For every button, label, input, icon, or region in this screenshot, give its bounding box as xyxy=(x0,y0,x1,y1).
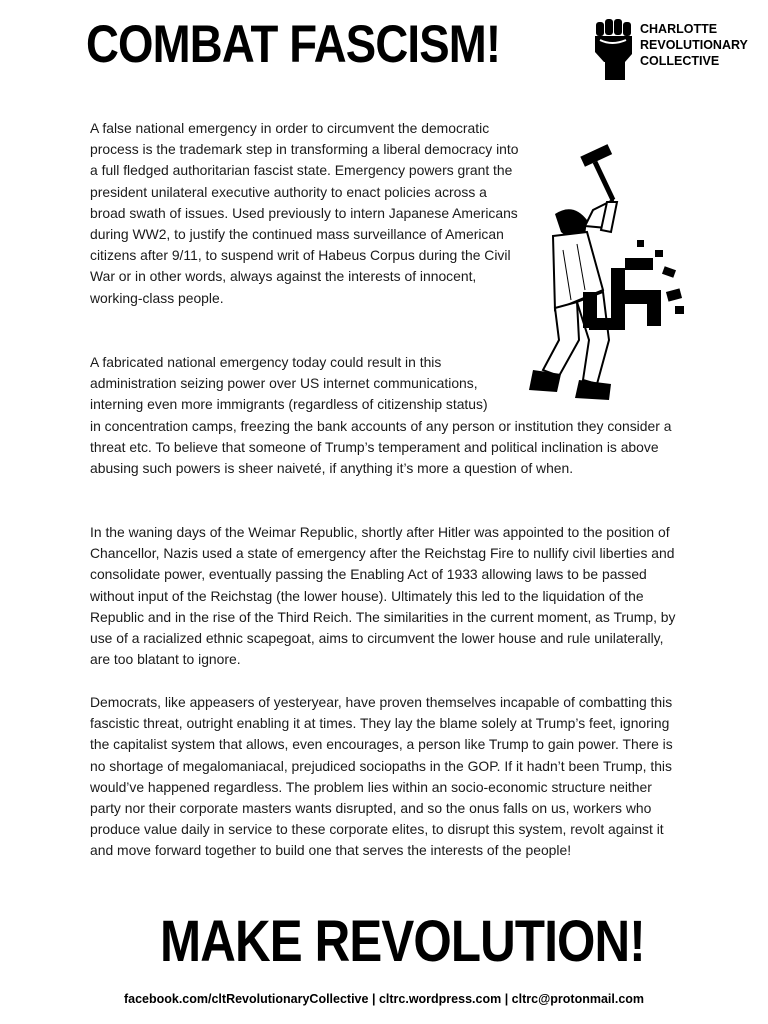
raised-fist-icon xyxy=(592,16,636,80)
paragraph-3: In the waning days of the Weimar Republic, shortly after Hitler was appointed to the position of Chancellor, Nazis used a state of emergency after the Reichstag Fire to nullify civil liberties and consolidate power, eventually passing the Enabling Act of 1933 allowing laws to be passed without input of the Reichstag (the lower house). Ultimately this led to the liquidation of the Republic and in the rise of the Third Reich. The similarities in the current moment, as Trump, by use of a racialized ethnic scapegoat, aims to circumvent the lower house and rule unilaterally, are too blatant to ignore. xyxy=(90,524,676,668)
closing-slogan: MAKE REVOLUTION! xyxy=(160,909,645,974)
footer-separator: | xyxy=(371,992,376,1006)
logo-line-2: REVOLUTIONARY xyxy=(640,38,748,52)
wordpress-link[interactable]: cltrc.wordpress.com xyxy=(378,992,502,1006)
facebook-link[interactable]: facebook.com/cltRevolutionaryCollective xyxy=(123,992,369,1006)
paragraph-1: A false national emergency in order to circumvent the democratic process is the trademark step in transforming a liberal democracy into a full fledged authoritarian fascist state. Emergency powers grant the president unilateral executive authority to enact policies across a broad swath of issues. Used previously to intern Japanese Americans during WW2, to justify the continued mass surveillance of American citizens after 9/11, to suspend writ of Habeus Corpus during the Civil War or in other words, always against the interests of innocent, working-class people. xyxy=(90,120,519,306)
image-wrap-spacer xyxy=(500,352,680,414)
logo-line-1: CHARLOTTE xyxy=(640,22,718,36)
email-link[interactable]: cltrc@protonmail.com xyxy=(511,992,645,1006)
paragraph-2-text: A fabricated national emergency today could result in this administration seizing power over US internet communications, interning even more immigrants (regardless of citizenship status) in concentration camps, freezing the bank accounts of any person or institution they consider a threat etc. To believe that someone of Trump’s temperament and political inclination is above abusing such powers is sheer naiveté, if anything it’s more a question of when. xyxy=(90,354,672,477)
logo-line-3: COLLECTIVE xyxy=(640,54,720,68)
contact-footer xyxy=(0,992,768,1006)
page-title: COMBAT FASCISM! xyxy=(86,15,501,74)
paragraph-2 xyxy=(90,352,680,479)
paragraph-4: Democrats, like appeasers of yesteryear, have proven themselves incapable of combatting this fascistic threat, outright enabling it at times. They lay the blame solely at Trump’s feet, ignoring the capitalist system that allows, even encourages, a person like Trump to gain power. There is no shortage of megalomaniacal, prejudiced sociopaths in the GOP. If it hadn’t been Trump, this would’ve happened regardless. The problem lies within an socio-economic structure neither party nor their corporate masters wants disrupted, and so the onus falls on us, workers who produce value daily in service to these corporate elites, to disrupt this system, revolt against it and move forward together to build one that serves the interests of the people! xyxy=(90,694,673,859)
footer-separator: | xyxy=(504,992,509,1006)
collective-logo xyxy=(592,16,750,82)
